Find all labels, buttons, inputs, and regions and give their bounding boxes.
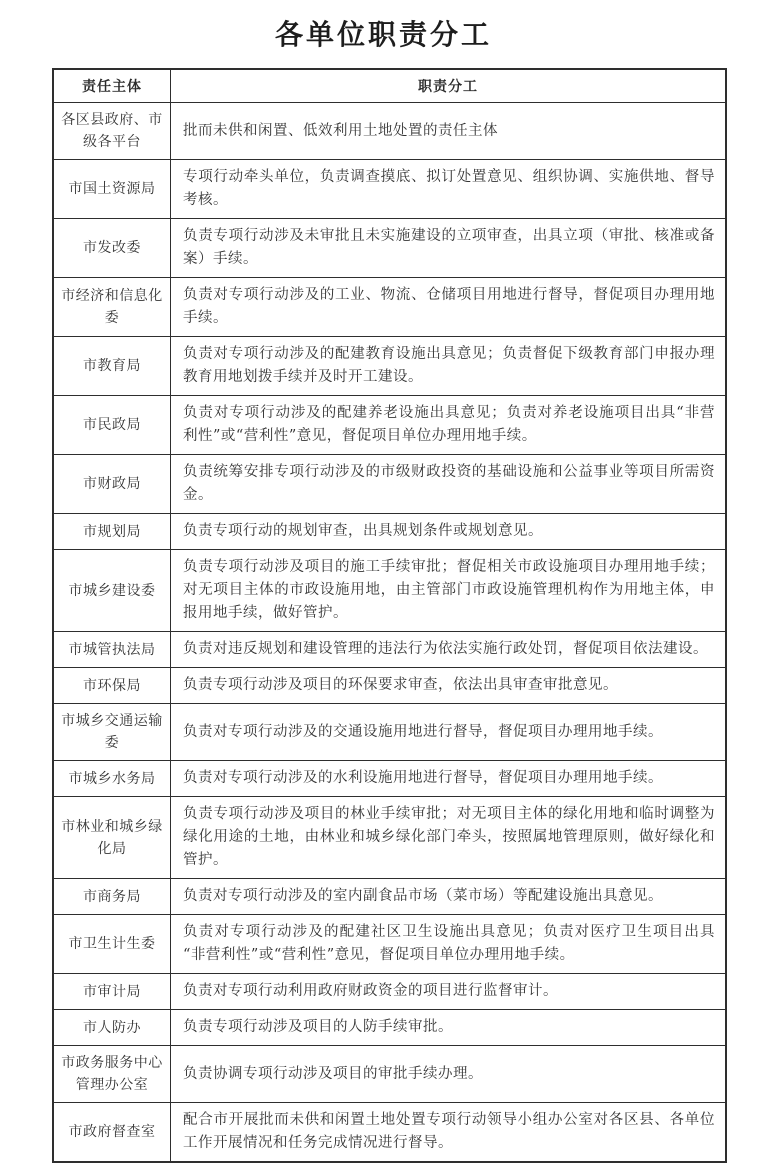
table-header-row xyxy=(53,69,726,103)
entity-cell: 市发改委 xyxy=(53,219,171,278)
page-title: 各单位职责分工 xyxy=(274,18,492,51)
duty-cell: 负责对专项行动涉及的交通设施用地进行督导，督促项目办理用地手续。 xyxy=(171,704,727,761)
duty-cell: 负责协调专项行动涉及项目的审批手续办理。 xyxy=(171,1046,727,1103)
entity-cell: 市城乡水务局 xyxy=(53,761,171,797)
entity-cell: 各区县政府、市级各平台 xyxy=(53,103,171,160)
entity-cell: 市政务服务中心管理办公室 xyxy=(53,1046,171,1103)
duty-cell: 负责对专项行动涉及的配建养老设施出具意见；负责对养老设施项目出具“非营利性”或“营利性”意见，督促项目单位办理用地手续。 xyxy=(171,396,727,455)
duty-cell: 配合市开展批而未供和闲置土地处置专项行动领导小组办公室对各区县、各单位工作开展情况和任务完成情况进行督导。 xyxy=(171,1103,727,1163)
table-row xyxy=(53,974,726,1010)
entity-cell: 市环保局 xyxy=(53,668,171,704)
entity-cell: 市国土资源局 xyxy=(53,160,171,219)
duty-cell: 负责对违反规划和建设管理的违法行为依法实施行政处罚，督促项目依法建设。 xyxy=(171,632,727,668)
responsibilities-table xyxy=(52,68,727,1163)
entity-cell: 市城管执法局 xyxy=(53,632,171,668)
entity-cell: 市教育局 xyxy=(53,337,171,396)
duty-cell: 专项行动牵头单位，负责调查摸底、拟订处置意见、组织协调、实施供地、督导考核。 xyxy=(171,160,727,219)
duty-cell: 负责专项行动涉及项目的施工手续审批；督促相关市政设施项目办理用地手续；对无项目主体的市政设施用地，由主管部门市政设施管理机构作为用地主体，申报用地手续，做好管护。 xyxy=(171,550,727,632)
table-row xyxy=(53,915,726,974)
entity-cell: 市民政局 xyxy=(53,396,171,455)
duty-cell: 负责专项行动涉及项目的环保要求审查，依法出具审查审批意见。 xyxy=(171,668,727,704)
table-row xyxy=(53,514,726,550)
entity-cell: 市规划局 xyxy=(53,514,171,550)
duty-cell: 负责对专项行动涉及的配建社区卫生设施出具意见；负责对医疗卫生项目出具“非营利性”或“营利性”意见，督促项目单位办理用地手续。 xyxy=(171,915,727,974)
duty-cell: 负责专项行动涉及未审批且未实施建设的立项审查，出具立项（审批、核准或备案）手续。 xyxy=(171,219,727,278)
entity-cell: 市城乡建设委 xyxy=(53,550,171,632)
duty-cell: 批而未供和闲置、低效利用土地处置的责任主体 xyxy=(171,103,727,160)
table-row xyxy=(53,160,726,219)
table-row xyxy=(53,632,726,668)
duty-cell: 负责对专项行动涉及的水利设施用地进行督导，督促项目办理用地手续。 xyxy=(171,761,727,797)
table-row xyxy=(53,879,726,915)
header-entity-column: 责任主体 xyxy=(53,69,171,103)
entity-cell: 市政府督查室 xyxy=(53,1103,171,1163)
table-row xyxy=(53,337,726,396)
header-duty-column: 职责分工 xyxy=(171,69,727,103)
entity-cell: 市城乡交通运输委 xyxy=(53,704,171,761)
table-row xyxy=(53,1046,726,1103)
duty-cell: 负责对专项行动涉及的配建教育设施出具意见；负责督促下级教育部门申报办理教育用地划拨手续并及时开工建设。 xyxy=(171,337,727,396)
entity-cell: 市经济和信息化委 xyxy=(53,278,171,337)
entity-cell: 市审计局 xyxy=(53,974,171,1010)
duty-cell: 负责专项行动的规划审查，出具规划条件或规划意见。 xyxy=(171,514,727,550)
duty-cell: 负责专项行动涉及项目的林业手续审批；对无项目主体的绿化用地和临时调整为绿化用途的土地，由林业和城乡绿化部门牵头，按照属地管理原则，做好绿化和管护。 xyxy=(171,797,727,879)
entity-cell: 市人防办 xyxy=(53,1010,171,1046)
duty-cell: 负责对专项行动涉及的室内副食品市场（菜市场）等配建设施出具意见。 xyxy=(171,879,727,915)
entity-cell: 市卫生计生委 xyxy=(53,915,171,974)
entity-cell: 市商务局 xyxy=(53,879,171,915)
entity-cell: 市林业和城乡绿化局 xyxy=(53,797,171,879)
table-row xyxy=(53,668,726,704)
table-row xyxy=(53,550,726,632)
table-row xyxy=(53,1010,726,1046)
duty-cell: 负责对专项行动涉及的工业、物流、仓储项目用地进行督导，督促项目办理用地手续。 xyxy=(171,278,727,337)
table-row xyxy=(53,103,726,160)
table-row xyxy=(53,455,726,514)
table-row xyxy=(53,396,726,455)
table-row xyxy=(53,219,726,278)
table-row xyxy=(53,1103,726,1163)
table-row xyxy=(53,278,726,337)
entity-cell: 市财政局 xyxy=(53,455,171,514)
duty-cell: 负责对专项行动利用政府财政资金的项目进行监督审计。 xyxy=(171,974,727,1010)
duty-cell: 负责专项行动涉及项目的人防手续审批。 xyxy=(171,1010,727,1046)
duty-cell: 负责统筹安排专项行动涉及的市级财政投资的基础设施和公益事业等项目所需资金。 xyxy=(171,455,727,514)
table-row xyxy=(53,761,726,797)
table-row xyxy=(53,704,726,761)
table-row xyxy=(53,797,726,879)
